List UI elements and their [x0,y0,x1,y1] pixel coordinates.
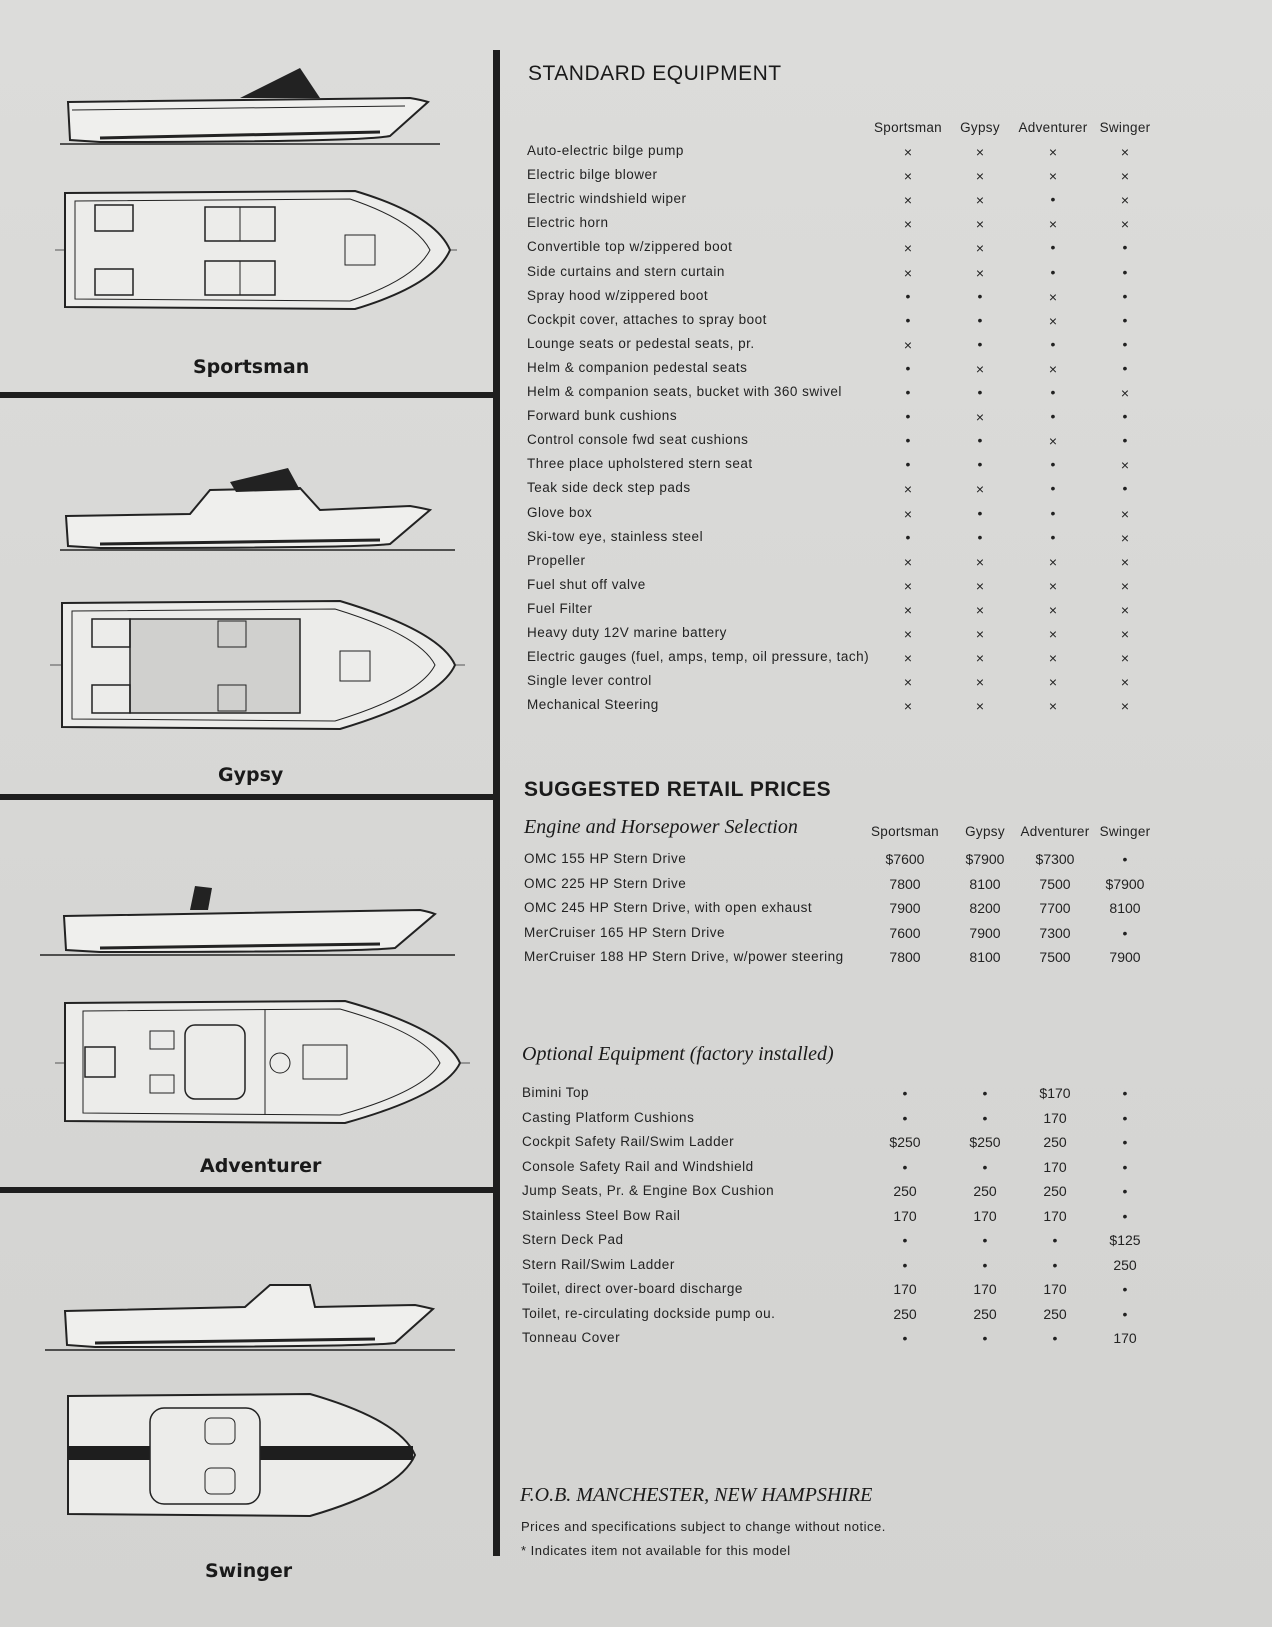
not-available-mark: • [1050,263,1056,280]
price-cell: 7900 [889,900,921,916]
included-mark: × [1120,385,1130,401]
row-label: Stern Rail/Swim Ladder [522,1256,675,1272]
not-available-mark: • [905,359,911,376]
not-available-mark: • [1050,335,1056,352]
column-header: Gypsy [965,824,1005,839]
table-row [520,408,1220,432]
included-mark: × [903,577,913,594]
table-row [520,312,1220,336]
column-header: Adventurer [1018,120,1088,135]
included-mark: × [1120,650,1130,667]
not-available-mark: • [977,432,983,449]
not-available-mark: • [982,1158,988,1175]
table-row [520,577,1220,601]
row-label: Convertible top w/zippered boot [527,239,733,255]
row-label: Electric windshield wiper [527,191,687,207]
not-available-mark: • [905,432,911,449]
price-cell: $7300 [1035,851,1075,867]
not-available-mark: • [1050,408,1056,425]
included-mark: × [903,336,913,353]
not-available-mark: • [977,528,983,545]
not-available-mark: • [1122,311,1128,328]
not-available-mark: • [902,1256,908,1273]
row-label: Toilet, re-circulating dockside pump ou. [522,1305,776,1321]
not-available-mark: • [905,408,911,425]
price-cell: 7500 [1039,875,1071,892]
table-row [520,215,1220,239]
not-available-mark: • [902,1232,908,1248]
row-label: Console Safety Rail and Windshield [522,1158,754,1174]
table-row [520,480,1220,504]
sportsman-label: Sportsman [193,356,310,378]
included-mark: × [903,601,913,618]
not-available-mark: • [977,335,983,352]
included-mark: × [903,264,913,281]
asterisk-note: * Indicates item not available for this model [521,1543,791,1558]
not-available-mark: • [982,1330,988,1346]
price-cell: 8100 [969,875,1001,892]
not-available-mark: • [982,1109,988,1126]
divider [0,794,495,800]
included-mark: × [1120,168,1130,185]
table-row [520,288,1220,312]
table-row [520,1183,1220,1207]
table-row [520,191,1220,215]
price-cell: 250 [973,1305,997,1322]
swinger-top-drawing [60,1390,425,1520]
included-mark: × [1048,360,1058,377]
price-change-note: Prices and specifications subject to change without notice. [521,1519,886,1534]
price-cell: 250 [1043,1183,1067,1199]
vertical-divider [493,50,500,1556]
not-available-mark: • [1052,1256,1058,1273]
table-row [520,360,1220,384]
table-row [520,1110,1220,1134]
row-label: Lounge seats or pedestal seats, pr. [527,335,755,351]
table-row [520,876,1220,900]
row-label: Single lever control [527,673,652,689]
included-mark: × [903,240,913,257]
included-mark: × [975,626,985,642]
row-label: Helm & companion pedestal seats [527,359,748,375]
price-cell: 8100 [969,949,1001,965]
not-available-mark: • [1050,528,1056,545]
not-available-mark: • [1122,1281,1128,1297]
included-mark: × [903,553,913,570]
table-row [520,1159,1220,1183]
row-label: Auto-electric bilge pump [527,143,684,158]
row-label: OMC 155 HP Stern Drive [524,851,687,866]
table-row [520,1257,1220,1281]
not-available-mark: • [1122,408,1128,425]
table-row [520,625,1220,649]
column-header: Swinger [1099,120,1151,135]
row-label: Three place upholstered stern seat [527,456,753,472]
included-mark: × [903,168,913,185]
row-label: Control console fwd seat cushions [527,432,749,448]
included-mark: × [975,601,985,618]
included-mark: × [903,650,913,667]
table-row [520,1330,1220,1354]
not-available-mark: • [1050,384,1056,400]
not-available-mark: • [1050,191,1056,208]
row-label: Spray hood w/zippered boot [527,287,709,303]
standard-equipment-title: STANDARD EQUIPMENT [528,62,782,85]
price-cell: 250 [973,1183,997,1199]
table-row [520,851,1220,875]
row-label: Heavy duty 12V marine battery [527,625,727,640]
adventurer-top-drawing [55,995,470,1130]
row-label: MerCruiser 165 HP Stern Drive [524,924,726,940]
table-row [520,384,1220,408]
included-mark: × [1048,168,1058,185]
table-row [520,239,1220,263]
price-cell: $125 [1109,1232,1141,1248]
swinger-side-drawing [45,1275,455,1355]
included-mark: × [903,674,913,691]
included-mark: × [975,698,985,715]
included-mark: × [903,192,913,209]
price-cell: $7600 [885,851,925,867]
table-row [520,900,1220,924]
table-row [520,264,1220,288]
not-available-mark: • [977,311,983,328]
row-label: OMC 245 HP Stern Drive, with open exhaust [524,900,813,915]
included-mark: × [903,216,913,233]
included-mark: × [975,481,985,498]
not-available-mark: • [1050,456,1056,473]
not-available-mark: • [902,1330,908,1346]
price-cell: 7300 [1039,924,1071,941]
gypsy-label: Gypsy [218,764,284,786]
table-row [520,697,1220,721]
row-label: Propeller [527,552,586,568]
included-mark: × [975,553,985,570]
included-mark: × [975,360,985,377]
included-mark: × [975,216,985,233]
included-mark: × [1048,601,1058,618]
table-row [520,649,1220,673]
included-mark: × [1120,553,1130,570]
not-available-mark: • [1122,432,1128,449]
included-mark: × [903,626,913,642]
not-available-mark: • [1050,239,1056,256]
price-cell: $250 [969,1134,1001,1150]
adventurer-side-drawing [40,880,455,960]
not-available-mark: • [905,287,911,304]
row-label: Stern Deck Pad [522,1232,624,1247]
included-mark: × [975,650,985,667]
column-header: Sportsman [871,824,939,839]
price-cell: 8100 [1109,900,1141,916]
gypsy-side-drawing [60,460,455,555]
row-label: Fuel shut off valve [527,576,646,592]
included-mark: × [1048,288,1058,305]
price-cell: 7800 [889,949,921,965]
row-label: Ski-tow eye, stainless steel [527,528,704,544]
price-cell: $170 [1039,1085,1071,1101]
included-mark: × [975,409,985,426]
row-label: Stainless Steel Bow Rail [522,1207,681,1223]
included-mark: × [1120,674,1130,691]
not-available-mark: • [1052,1232,1058,1248]
price-cell: 7500 [1039,949,1071,965]
included-mark: × [1120,577,1130,594]
included-mark: × [903,144,913,160]
row-label: MerCruiser 188 HP Stern Drive, w/power steering [524,949,844,964]
included-mark: × [1048,553,1058,570]
included-mark: × [975,168,985,185]
row-label: Mechanical Steering [527,697,659,713]
not-available-mark: • [1122,480,1128,497]
price-cell: 250 [893,1305,917,1322]
included-mark: × [975,674,985,691]
row-label: Jump Seats, Pr. & Engine Box Cushion [522,1183,775,1198]
table-row [520,1134,1220,1158]
not-available-mark: • [1050,504,1056,521]
not-available-mark: • [1122,851,1128,867]
price-cell: 7900 [969,924,1001,941]
row-label: Fuel Filter [527,600,593,616]
not-available-mark: • [1122,1207,1128,1224]
included-mark: × [975,240,985,257]
not-available-mark: • [1122,335,1128,352]
not-available-mark: • [905,384,911,400]
price-cell: 250 [893,1183,917,1199]
included-mark: × [1120,144,1130,160]
row-label: Glove box [527,504,593,520]
included-mark: × [1048,698,1058,715]
price-cell: 250 [1043,1134,1067,1150]
price-cell: 170 [1043,1109,1067,1126]
table-row [520,949,1220,973]
not-available-mark: • [1122,359,1128,376]
not-available-mark: • [902,1085,908,1101]
row-label: Casting Platform Cushions [522,1109,695,1125]
table-row [520,1208,1220,1232]
not-available-mark: • [905,311,911,328]
table-row [520,456,1220,480]
row-label: Teak side deck step pads [527,480,691,496]
table-row [520,1306,1220,1330]
not-available-mark: • [977,456,983,473]
table-row [520,673,1220,697]
adventurer-label: Adventurer [200,1155,322,1177]
table-row [520,432,1220,456]
divider [0,392,495,398]
row-label: Electric bilge blower [527,167,658,183]
price-cell: 7900 [1109,949,1141,965]
table-row [520,529,1220,553]
not-available-mark: • [982,1232,988,1248]
engine-selection-heading: Engine and Horsepower Selection [524,816,798,838]
row-label: Cockpit cover, attaches to spray boot [527,311,767,327]
optional-equipment-heading: Optional Equipment (factory installed) [522,1043,834,1065]
not-available-mark: • [1122,1085,1128,1101]
not-available-mark: • [905,456,911,473]
included-mark: × [975,577,985,594]
table-row [520,505,1220,529]
price-cell: 170 [1043,1281,1067,1297]
included-mark: × [903,698,913,715]
column-header: Gypsy [960,120,1000,135]
included-mark: × [903,481,913,498]
included-mark: × [1120,698,1130,715]
table-row [520,1232,1220,1256]
not-available-mark: • [902,1158,908,1175]
included-mark: × [1120,601,1130,618]
price-cell: $250 [889,1134,921,1150]
row-label: Toilet, direct over-board discharge [522,1281,743,1296]
price-cell: 7700 [1039,900,1071,916]
price-cell: 170 [893,1207,917,1224]
swinger-label: Swinger [205,1560,293,1582]
not-available-mark: • [1050,480,1056,497]
row-label: Forward bunk cushions [527,408,678,424]
price-cell: 170 [1113,1330,1137,1346]
included-mark: × [1048,216,1058,233]
not-available-mark: • [905,528,911,545]
not-available-mark: • [1052,1330,1058,1346]
column-header: Adventurer [1020,824,1090,839]
included-mark: × [975,144,985,160]
gypsy-top-drawing [50,595,465,735]
price-cell: $7900 [965,851,1005,867]
row-label: Side curtains and stern curtain [527,263,725,279]
table-row [520,925,1220,949]
price-cell: 8200 [969,900,1001,916]
included-mark: × [1120,192,1130,209]
column-header: Swinger [1099,824,1151,839]
row-label: Helm & companion seats, bucket with 360 swivel [527,384,842,399]
table-row [520,553,1220,577]
price-cell: 170 [893,1281,917,1297]
table-row [520,1085,1220,1109]
fob-line: F.O.B. MANCHESTER, NEW HAMPSHIRE [520,1484,873,1506]
included-mark: × [1048,433,1058,450]
included-mark: × [1120,626,1130,642]
price-cell: 170 [1043,1207,1067,1224]
row-label: Cockpit Safety Rail/Swim Ladder [522,1134,735,1149]
not-available-mark: • [1122,1134,1128,1150]
not-available-mark: • [1122,1158,1128,1175]
included-mark: × [1048,144,1058,160]
not-available-mark: • [977,504,983,521]
table-row [520,601,1220,625]
not-available-mark: • [1122,924,1128,941]
row-label: OMC 225 HP Stern Drive [524,875,687,891]
price-cell: 170 [1043,1158,1067,1175]
not-available-mark: • [1122,287,1128,304]
retail-prices-title: SUGGESTED RETAIL PRICES [524,778,832,801]
not-available-mark: • [977,384,983,400]
price-cell: 170 [973,1207,997,1224]
divider [0,1187,495,1193]
included-mark: × [1048,650,1058,667]
price-cell: $7900 [1105,875,1145,892]
included-mark: × [1048,577,1058,594]
boat-illustrations-panel [0,0,495,1627]
included-mark: × [1048,626,1058,642]
price-cell: 250 [1043,1305,1067,1322]
not-available-mark: • [982,1085,988,1101]
row-label: Bimini Top [522,1085,590,1100]
row-label: Tonneau Cover [522,1330,621,1345]
not-available-mark: • [977,287,983,304]
table-row [520,143,1220,167]
row-label: Electric horn [527,215,609,231]
sportsman-top-drawing [55,185,460,315]
table-row [520,336,1220,360]
price-cell: 250 [1113,1256,1137,1273]
included-mark: × [975,264,985,281]
included-mark: × [1120,216,1130,233]
not-available-mark: • [1122,1183,1128,1199]
included-mark: × [1048,674,1058,691]
column-header: Sportsman [874,120,942,135]
included-mark: × [1120,505,1130,522]
table-row [520,1281,1220,1305]
not-available-mark: • [1122,1305,1128,1322]
not-available-mark: • [902,1109,908,1126]
included-mark: × [903,505,913,522]
row-label: Electric gauges (fuel, amps, temp, oil pressure, tach) [527,649,870,665]
price-cell: 170 [973,1281,997,1297]
not-available-mark: • [1122,263,1128,280]
sportsman-side-drawing [60,60,440,150]
included-mark: × [1048,312,1058,329]
price-cell: 7800 [889,875,921,892]
included-mark: × [1120,457,1130,474]
price-cell: 7600 [889,924,921,941]
included-mark: × [975,192,985,209]
table-row [520,167,1220,191]
included-mark: × [1120,529,1130,546]
not-available-mark: • [1122,1109,1128,1126]
not-available-mark: • [982,1256,988,1273]
not-available-mark: • [1122,239,1128,256]
